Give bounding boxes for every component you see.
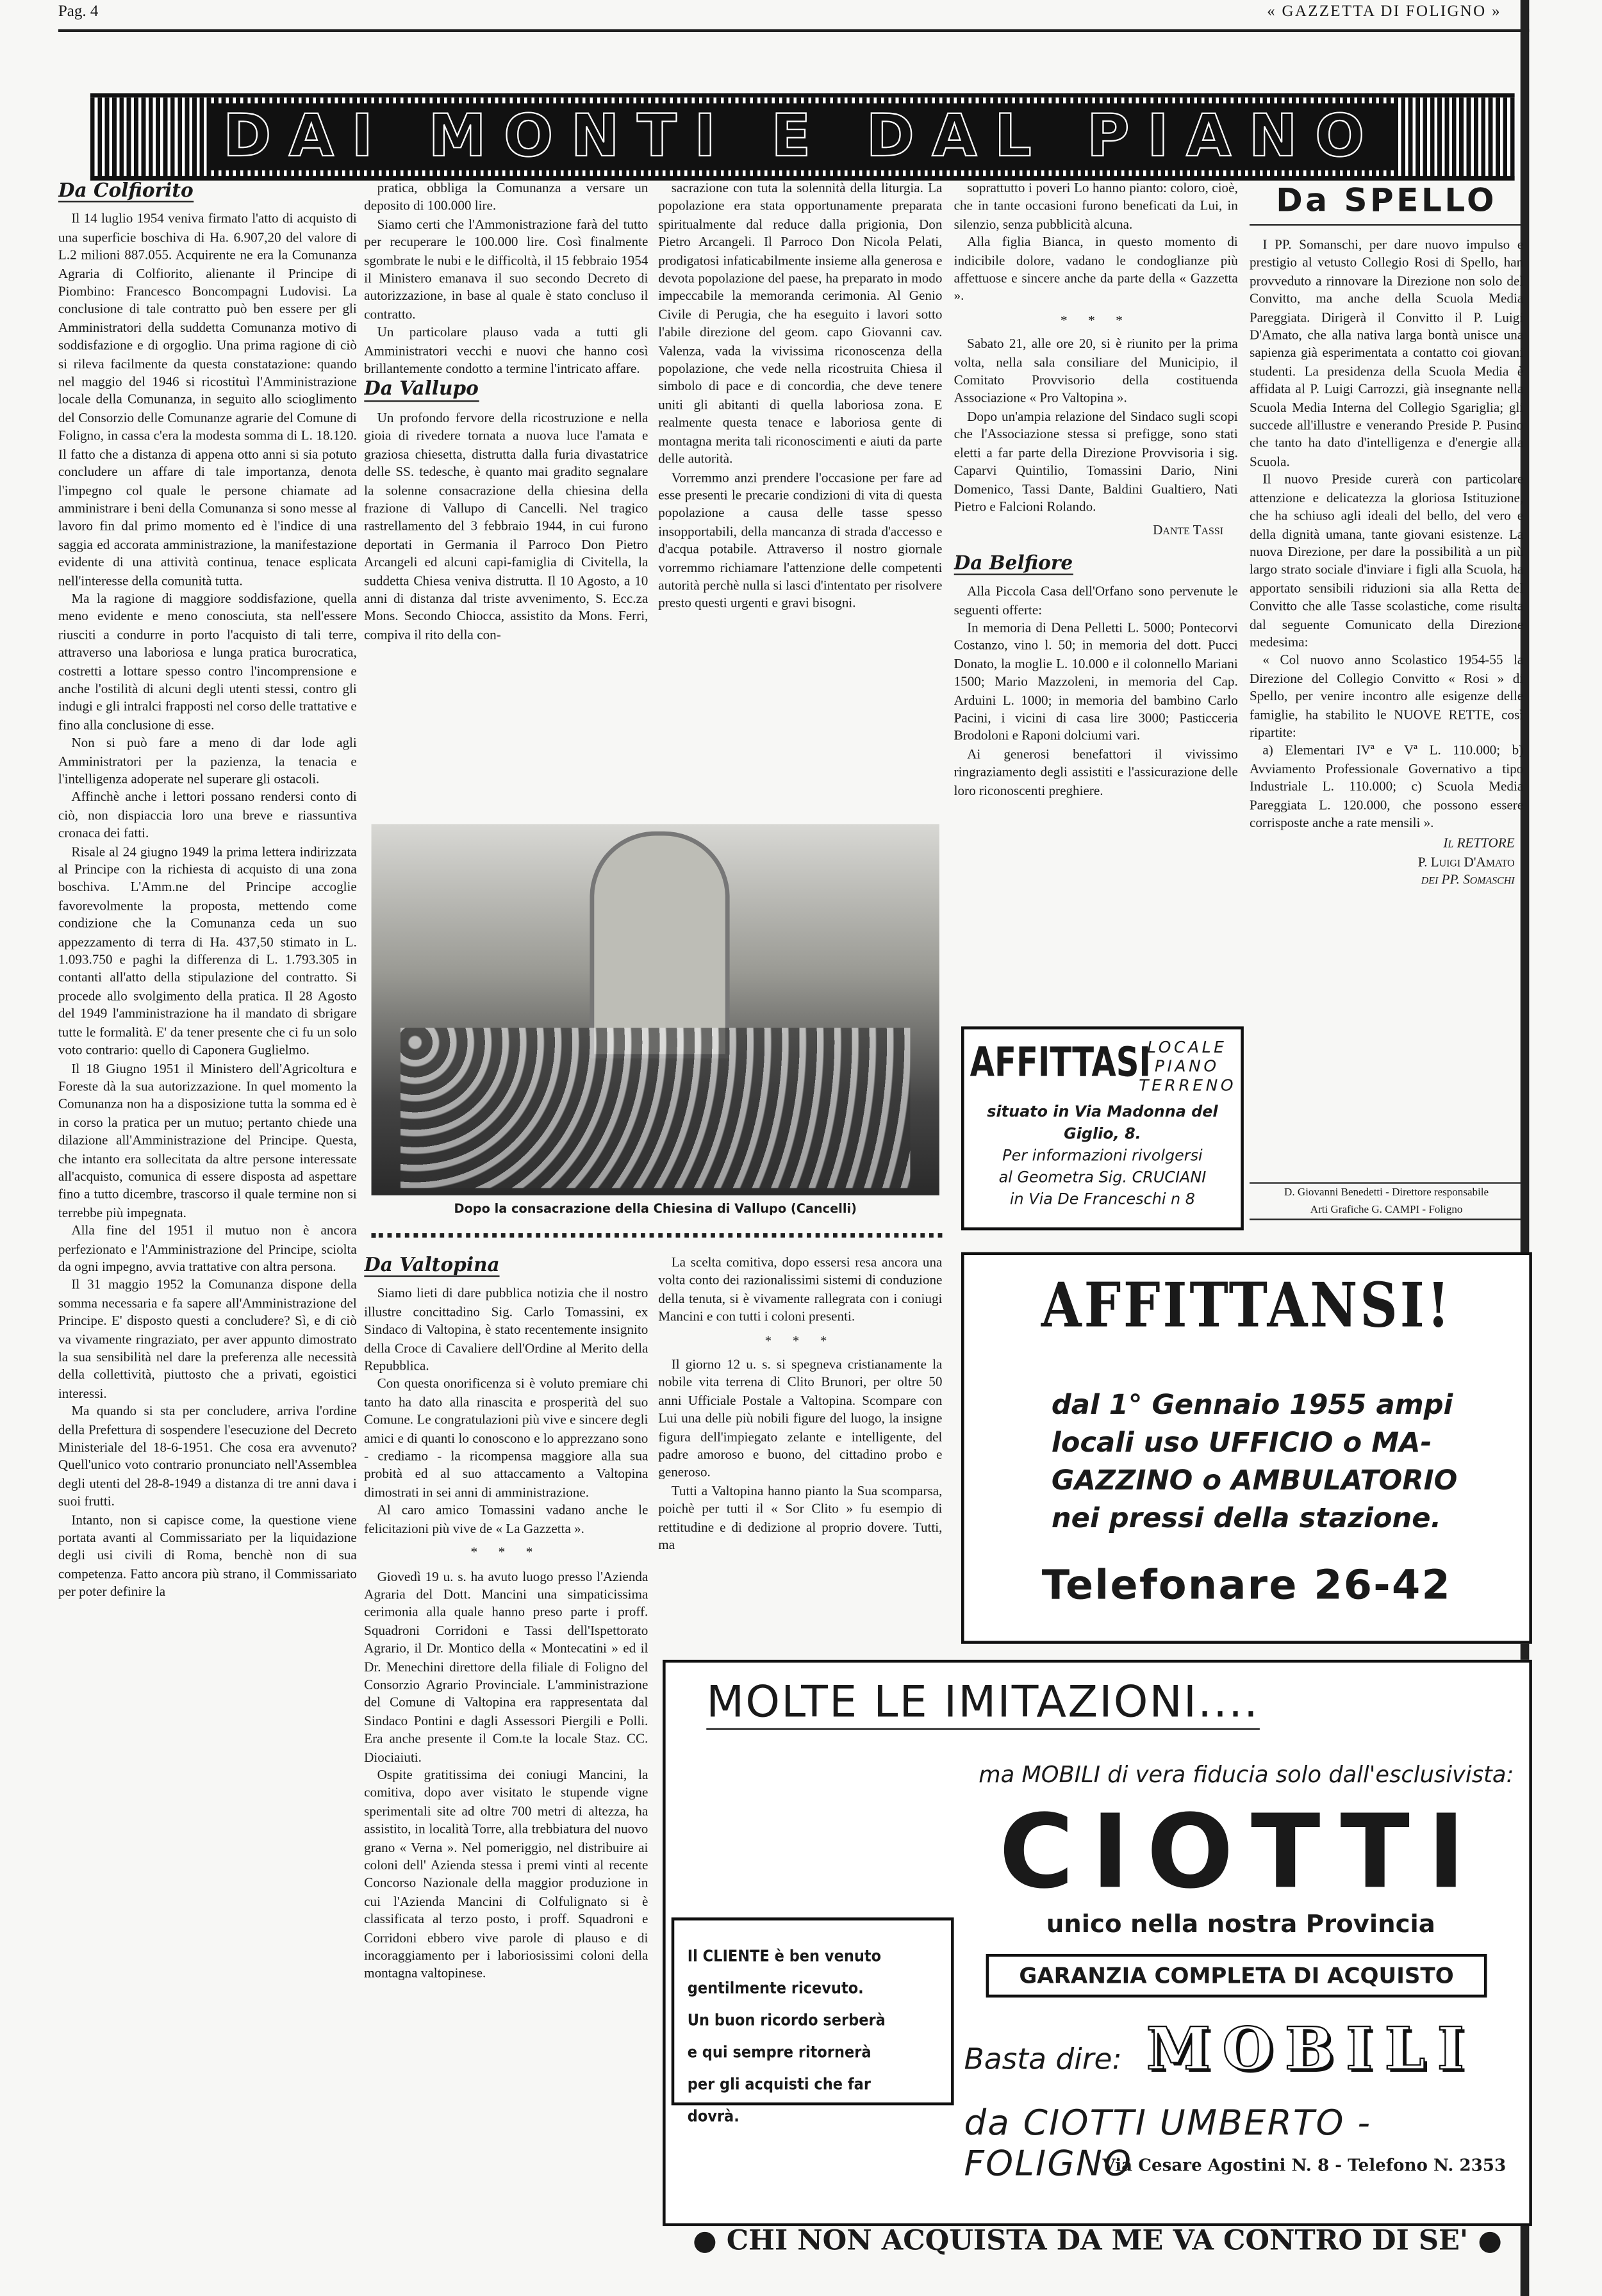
paragraph: In memoria di Dena Pelletti L. 5000; Pontecorvi Costanzo, vino l. 50; in memoria del dott. Pucci Donato, la moglie L. 10.000 e il colonnello Mariani 1500; Mario Mazzoleni, in memoria del Cap. Arduini L. 1000; in memoria del bambino Carlo Pacini, i vicini di casa lire 3000; Pasticceria Brodoloni e Raponi dolciumi vari.	[954, 621, 1238, 745]
paragraph: Affinchè anche i lettori possano rendersi conto di ciò, non dispiaccia loro una breve e riassuntiva cronaca dei fatti.	[58, 791, 357, 842]
signature-name: P. Luigi D'Amato	[1417, 855, 1515, 871]
ad-body	[964, 1102, 1241, 1211]
paragraph: Non si può fare a meno di dar lode agli Amministratori per la pazienza, la tenacia e l'intelligenza adoperate nel superare gli ostacoli.	[58, 737, 357, 788]
paragraph: Ospite gratitissima dei coniugi Mancini, la comitiva, dopo aver visitato le stupende vigne sperimentali site ad oltre 700 metri di altezza, ha assistito, in località Torre, alla trebbiatura del nuovo grano « Verna ». Nel pomeriggio, nel distribuire ai coloni dell' Azienda stessa i premi vinti al recente Concorso Nazionale della maggior produzione in cui l'Azienda Mancini di Colfulignato si è classificata al terzo posto, i proff. Squadroni e Corridoni ebbero vive parole di plauso e di incoraggiamento per i laboriosissimi coloni della montagna valtopinese.	[364, 1769, 648, 1983]
heading: Da Belfiore	[954, 552, 1073, 575]
article-vallupo-cont	[658, 181, 942, 821]
signature-title: Il RETTORE	[1443, 837, 1515, 853]
ad-info: in Via De Franceschi n 8	[1009, 1191, 1195, 1209]
article-valtopina-cont	[658, 1255, 942, 1648]
article-colfiorito-cont	[364, 181, 648, 821]
paragraph: Risale al 24 giugno 1949 la prima lettera indirizzata al Principe con la richiesta di acquisto di una zona boschiva. L'Amm.ne del Principe accoglie favorevolmente la proposta, mettendo come condizione che la Comunanza ceda un suo appezzamento di terra di Ha. 437,50 stimato in L. 1.093.750 e paghi la differenza di L. 1.793.305 in contanti all'atto della stipulazione del contratto. Si procede allo svolgimento della pratica. Il 28 Agosto del 1949 l'amministrazione ha il mandato di sbrigare tutte le formalità. E' da tener presente che ci fu un solo voto contrario: quello di Caponera Guglielmo.	[58, 845, 357, 1059]
ad-address: Via Cesare Agostini N. 8 - Telefono N. 2353	[1102, 2154, 1507, 2176]
church-arch	[590, 832, 729, 1059]
credits-director: D. Giovanni Benedetti - Direttore responsabile	[1284, 1185, 1489, 1199]
paragraph: sacrazione con tuta la solennità della liturgia. La popolazione era stata opportunamente preparata spiritualmente dal reduce dalla prigionia, Don Pietro Arcangeli. Il Parroco Don Nicola Pelati, prodigatosi infaticabilmente insieme alla generosa e devota popolazione del paese, ha preparato in modo impeccabile la memoranda cerimonia. Al Genio Civile di Perugia, che ha eseguito i lavori sotto l'abile direzione del geom. capo Giovanni cav. Valenza, vada la vivissima riconoscenza della popolazione, che vede nella ricostruita Chiesa il simbolo di pace e di concordia, che deve tenere uniti gli abitanti di quella laboriosa zona. E realmente questa tenace e laboriosa gente di montagna merita tali riconoscimenti e aiuti da parte delle autorità.	[658, 182, 943, 468]
paragraph: Alla fine del 1951 il mutuo non è ancora perfezionato e l'Amministrazione del Principe, sciolta da ogni impegno, avvia trattative con altra persona.	[58, 1224, 357, 1275]
paragraph: pratica, obbliga la Comunanza a versare un deposito di 100.000 lire.	[364, 182, 648, 215]
paragraph: Il 14 luglio 1954 veniva firmato l'atto di acquisto di una superficie boschiva di Ha. 6.907,20 del valore di L.2 milioni 887.055. Acquirente ne era la Comunanza Agraria di Colfiorito, alienante il Principe di Piombino: Francesco Boncompagni Ludovisi. La conclusione di tale contratto può ben essere per gli Amministratori della suddetta Comunanza motivo di soddisfazione e di orgoglio. Una prima ragione di ciò si rileva facilmente da questa constatazione: quando nel maggio del 1946 si ricostituì l'Amministrazione locale della Comunanza, in seguito allo scioglimento del Consorzio delle Comunanze agrarie del Comune di Foligno, in cassa c'era la modesta somma di L. 18.120. Il fatto che a distanza di appena otto anni si sia potuto concludere un affare di tale importanza, denota l'impegno col quale le persone chiamate ad amministrare i beni della Comunanza si sono messe al lavoro fin dal primo momento ed è l'indice di una saggia ed accorata amministrazione, la manifestazione evidente di una attività continua, tenace esplicata nell'interesse della comunità tutta.	[58, 213, 357, 589]
paragraph: Il nuovo Preside curerà con particolare attenzione e delicatezza la gloriosa Istituzione, che ha schiuso agli ideali del bello, del vero e della dignità umana, tante giovani esistenze. La nuova Direzione, per dare la possibilità a un più largo strato sociale d'inviare i figli alla Scuola, ha apportato sensibili riduzioni sia alla Retta del Convitto che alle Tasse scolastiche, come risulta dal seguente Comunicato della Direzione medesima:	[1249, 473, 1524, 651]
paragraph: Ai generosi benefattori il vivissimo ringraziamento degli assistiti e l'assicurazione delle loro riconoscenti preghiere.	[954, 748, 1238, 799]
ad-footer-text: CHI NON ACQUISTA DA ME VA CONTRO DI SE'	[726, 2224, 1469, 2257]
ad-mobili: MOBILI	[1146, 2015, 1476, 2084]
ad-company: da CIOTTI UMBERTO - FOLIGNO	[964, 2102, 1372, 2185]
section-banner	[90, 93, 1515, 180]
masthead: « GAZZETTA DI FOLIGNO »	[1267, 3, 1501, 20]
crowd	[400, 1028, 910, 1188]
ad-line: locali uso UFFICIO o MA-	[1051, 1427, 1432, 1459]
separator-stars: * * *	[764, 1334, 836, 1349]
ad-box-line: Il CLIENTE è ben venuto	[687, 1946, 882, 1966]
photo-church-consecration	[372, 824, 939, 1195]
ad-headline: MOLTE LE IMITAZIONI....	[706, 1677, 1259, 1730]
signature: Dante Tassi	[1153, 524, 1224, 539]
paragraph: Un profondo fervore della ricostruzione e nella gioia di rivedere tornata a nuova luce l'amata e graziosa chiesetta, distrutta dalla furia divastatrice delle SS. tedesche, è quanto mai gradito segnalare la solenne consacrazione della chiesina della frazione di Vallupo di Cancelli. Nel tragico rastrellamento del 3 febbraio 1944, in cui furono deportati in Germania il Parroco Don Pietro Arcangeli ed alcuni capi-famiglia di Civitella, la suddetta Chiesa veniva distrutta. Il 10 Agosto, a 10 anni di distanza dal triste avvenimento, S. Ecc.za Mons. Secondo Chiocca, assistito da Mons. Ferri, compiva il rito della con-	[364, 411, 648, 643]
article-valtopina	[364, 1255, 648, 2252]
paragraph: I PP. Somanschi, per dare nuovo impulso e prestigio al vetusto Collegio Rosi di Spello, han provveduto a rinnovare la Direzione non solo del Convitto, ma anche della Scuola Media Pareggiata. Dirigerà il Convitto il P. Luigi D'Amato, che alla nativa larga bontà unisce una sapienza già esperimentata a contatto coi giovani studenti. La presidenza della Scuola Media è affidata al P. Luigi Carrozzi, già insegnante nella Scuola Media Interna del Collegio Sgariglia; gli succede all'illustre e venerando Preside P. Pusino che tanto ha dato d'intelligenza e d'energie alla Scuola.	[1249, 238, 1524, 470]
paragraph: Il 31 maggio 1952 la Comunanza dispone della somma necessaria e fa sapere all'Amministrazione del Principe. E' disposto questi a concludere? Sì, e di ciò va vivamente ringraziato, per aver appunto dimostrato la sua sensibilità nel dare la preferenza alle necessità della collettività, piuttosto che a privati, egoistici interessi.	[58, 1279, 357, 1402]
banner-title: DAI MONTI E DAL PIANO	[208, 103, 1396, 170]
ad-body	[1052, 1386, 1517, 1538]
ad-line: nei pressi della stazione.	[1051, 1502, 1441, 1535]
paragraph: Al caro amico Tomassini vadano anche le felicitazioni più vive de « La Gazzetta ».	[364, 1504, 648, 1538]
ad-unique: unico nella nostra Provincia	[1046, 1910, 1435, 1940]
heading: Da Vallupo	[364, 379, 479, 402]
article-spello	[1250, 181, 1523, 1185]
paragraph: Un particolare plauso vada a tutti gli Amministratori vecchi e nuovi che hanno così brillantemente condotto a termine l'intricato affare.	[364, 326, 648, 377]
ad-brand: CIOTTI	[998, 1792, 1483, 1912]
paragraph: Ma la ragione di maggiore soddisfazione, quella meno evidente e meno conosciuta, sta nell'essere riusciti a condurre in porto l'acquisto di tali terre, attraverso una laboriosa e lunga pratica burocratica, costretti a lottare spesso contro l'incomprensione e anche l'ostilità di alcuni degli utenti stessi, contro gli indugi e gli intralci frapposti nel corso delle trattative e fino alla conclusione di esse.	[58, 592, 357, 734]
ad-ciotti	[663, 1660, 1532, 2226]
ad-line: PIANO	[1154, 1056, 1219, 1076]
ad-info: al Geometra Sig. CRUCIANI	[998, 1168, 1207, 1187]
paragraph: soprattutto i poveri Lo hanno pianto: coloro, cioè, che in tante occasioni furono beneficati da Lui, in silenzio, senza pubblicità alcuna.	[954, 182, 1238, 233]
page-number: Pag. 4	[58, 3, 99, 20]
paragraph: Intanto, non si capisce come, la questione viene portata avanti al Commissariato per la liquidazione degli usi civili di Roma, benchè non di sua competenza. Fatto ancora più strano, il Commissariato per poter definire la	[58, 1513, 357, 1601]
paragraph: « Col nuovo anno Scolastico 1954-55 la Direzione del Collegio Convitto « Rosi » di Spello, per venire incontro alle esigenze delle famiglie, ha stabilito le NUOVE RETTE, così ripartite:	[1249, 654, 1524, 741]
bullet-icon: ●	[1478, 2224, 1502, 2257]
bullet-icon: ●	[693, 2224, 717, 2257]
ad-line: LOCALE	[1147, 1038, 1227, 1057]
paragraph: Il giorno 12 u. s. si spegneva cristianamente la nobile vita terrena di Clito Brunori, per oltre 50 anni Ufficiale Postale a Valtopina. Scompare con Lui una delle più nobili figure del luogo, la insigne figura dell'impiegato zelante e intelligente, del padre amoroso e buono, del cittadino probo e generoso.	[658, 1358, 943, 1482]
signature-order: dei PP. Somaschi	[1421, 874, 1515, 889]
top-rule	[58, 29, 1529, 32]
ad-footer	[663, 2225, 1532, 2257]
ad-line: dal 1° Gennaio 1955 ampi	[1051, 1389, 1453, 1422]
paragraph: Alla figlia Bianca, in questo momento di indicibile dolore, vadano le condoglianze più affettuose e sincere anche da parte della « Gazzetta ».	[954, 236, 1238, 305]
photo-caption: Dopo la consacrazione della Chiesina di Vallupo (Cancelli)	[454, 1202, 857, 1217]
ad-title: AFFITTANSI!	[1041, 1269, 1453, 1341]
ad-box-line: gentilmente ricevuto.	[687, 1978, 864, 1998]
paragraph: Alla Piccola Casa dell'Orfano sono pervenute le seguenti offerte:	[954, 585, 1238, 618]
credits	[1250, 1182, 1523, 1220]
heading: Da Valtopina	[364, 1255, 500, 1277]
ad-phone: Telefonare 26-42	[1041, 1561, 1452, 1609]
credits-printer: Arti Grafiche G. CAMPI - Foligno	[1310, 1202, 1463, 1216]
paragraph: Siamo lieti di dare pubblica notizia che il nostro illustre concittadino Sig. Carlo Tomassini, ex Sindaco di Valtopina, è stato recentemente insignito della Croce di Cavaliere dell'Ordine al Merito della Repubblica.	[364, 1287, 648, 1375]
paragraph: Tutti a Valtopina hanno pianto la Sua scomparsa, poichè per tutti il « Sor Clito » fu esempio di rettitudine e di dedizione al proprio dovere. Tutti, ma	[658, 1484, 943, 1554]
ad-box-line: e qui sempre ritornerà	[687, 2042, 871, 2062]
ad-guarantee: GARANZIA COMPLETA DI ACQUISTO	[986, 1954, 1487, 1997]
ad-box-line: per gli acquisti che far dovrà.	[687, 2074, 871, 2126]
ad-basta: Basta dire:	[964, 2041, 1122, 2076]
paragraph: a) Elementari IVª e Vª L. 110.000; b) Avviamento Professionale Governativo a tipo Industriale L. 110.000; c) Scuola Media Pareggiata L. 120.000, che possono essere corrisposte anche a rate mensili ».	[1249, 744, 1524, 832]
paragraph: Il 18 Giugno 1951 il Ministero dell'Agricoltura e Foreste dà la sua autorizzazione. In quel momento la Comunanza non ha a disposizione tutta la somma ed è in corso la pratica per un mutuo; pertanto chiede una dilazione all'Amministrazione del Principe. Questa, che intanto era sollecitata da altre persone interessate all'acquisto, comunica di essere disposta ad aspettare fino a tutto dicembre, trascorso il quale termine non si terrebbe più impegnata.	[58, 1062, 357, 1222]
heading: Da SPELLO	[1250, 181, 1523, 226]
ad-box-line: Un buon ricordo serberà	[687, 2010, 886, 2030]
paragraph: Giovedì 19 u. s. ha avuto luogo presso l'Azienda Agraria del Dott. Mancini una simpaticissima cerimonia alla quale hanno preso parte i proff. Squadroni Corridoni e Tassi dell'Ispettorato Agrario, il Dr. Montico della « Montecatini » ed il Dr. Menechini direttore della filiale di Foligno del Consorzio Agrario Provinciale. L'amministrazione del Comune di Valtopina era rappresentata dal Sindaco Pontini e dagli Assessori Piergili e Polli. Era anche presente il Com.te la locale Staz. CC. Diociaiuti.	[364, 1570, 648, 1766]
ad-address: situato in Via Madonna del Giglio, 8.	[987, 1103, 1218, 1144]
ad-line: TERRENO	[1139, 1076, 1237, 1095]
ad-line: GAZZINO o AMBULATORIO	[1051, 1464, 1458, 1497]
separator-stars: * * *	[470, 1546, 541, 1561]
paragraph: Vorremmo anzi prendere l'occasione per fare ad esse presenti le precarie condizioni di vita di questa popolazione a causa delle tasse spesso insopportabili, della mancanza di strada d'accesso e d'acqua potabile. Attraverso il nostro giornale vorremmo richiamare l'attenzione delle competenti autorità perchè nulla si lasci d'intentato per risolvere presto questi urgenti e gravi bisogni.	[658, 471, 943, 612]
ad-box	[672, 1917, 954, 2126]
ad-affittasi	[961, 1026, 1244, 1230]
paragraph: Con questa onorificenza si è voluto premiare chi tanto ha dato alla rinascita e prosperità del suo Comune. Le congratulazioni più vive e sincere degli amici e di quanti lo conoscono e lo apprezzano sono - crediamo - la ricompensa maggiore alla sua probità ed al suo attaccamento a Valtopina dimostrati in sei anni di amministrazione.	[364, 1377, 648, 1501]
article-colfiorito	[58, 181, 357, 2256]
ad-sub: ma MOBILI di vera fiducia solo dall'esclusivista:	[979, 1761, 1514, 1788]
heading: Da Colfiorito	[58, 180, 194, 202]
ad-info: Per informazioni rivolgersi	[1002, 1147, 1203, 1165]
paragraph: La scelta comitiva, dopo essersi resa ancora una volta conto dei razionalissimi sistemi di conduzione della tenuta, si è vivamente rallegrata con i coniugi Mancini e con tutti i coloni presenti.	[658, 1256, 943, 1325]
ad-title: AFFITTASI	[970, 1038, 1151, 1086]
ad-affittansi	[961, 1252, 1532, 1644]
article-valtopina-cont2	[954, 181, 1238, 1010]
dotted-divider	[372, 1233, 943, 1238]
paragraph: Siamo certi che l'Ammonistrazione farà del tutto per recuperare le 100.000 lire. Così finalmente sgombrate le nubi e le difficoltà, il 15 febbraio 1954 il Ministero emanava il suo secondo Decreto di autorizzazione, in base al quale è stato concluso il contratto.	[364, 218, 648, 324]
ad-type	[1139, 1038, 1235, 1095]
paragraph: Sabato 21, alle ore 20, si è riunito per la prima volta, nella sala consiliare del Municipio, il Comitato Provvisorio della costituenda Associazione « Pro Valtopina ».	[954, 338, 1238, 407]
separator-stars: * * *	[1060, 314, 1132, 329]
paragraph: Ma quando si sta per concludere, arriva l'ordine della Prefettura di sospendere l'esecuzione del Decreto Ministeriale del 18-6-1951. Che cosa era avvenuto? Quell'unico voto contrario pronunciato nell'Assemblea degli utenti del 28-8-1949 a distanza di tre anni dava i suoi frutti.	[58, 1405, 357, 1511]
paragraph: Dopo un'ampia relazione del Sindaco sugli scopi che l'Associazione stessa si prefigge, sono stati eletti a far parte della Direzione Provvisoria i sig. Caparvi Quintilio, Tomassini Dario, Nini Domenico, Tassi Dante, Baldini Gualtiero, Nati Pietro e Falcioni Rolando.	[954, 410, 1238, 516]
